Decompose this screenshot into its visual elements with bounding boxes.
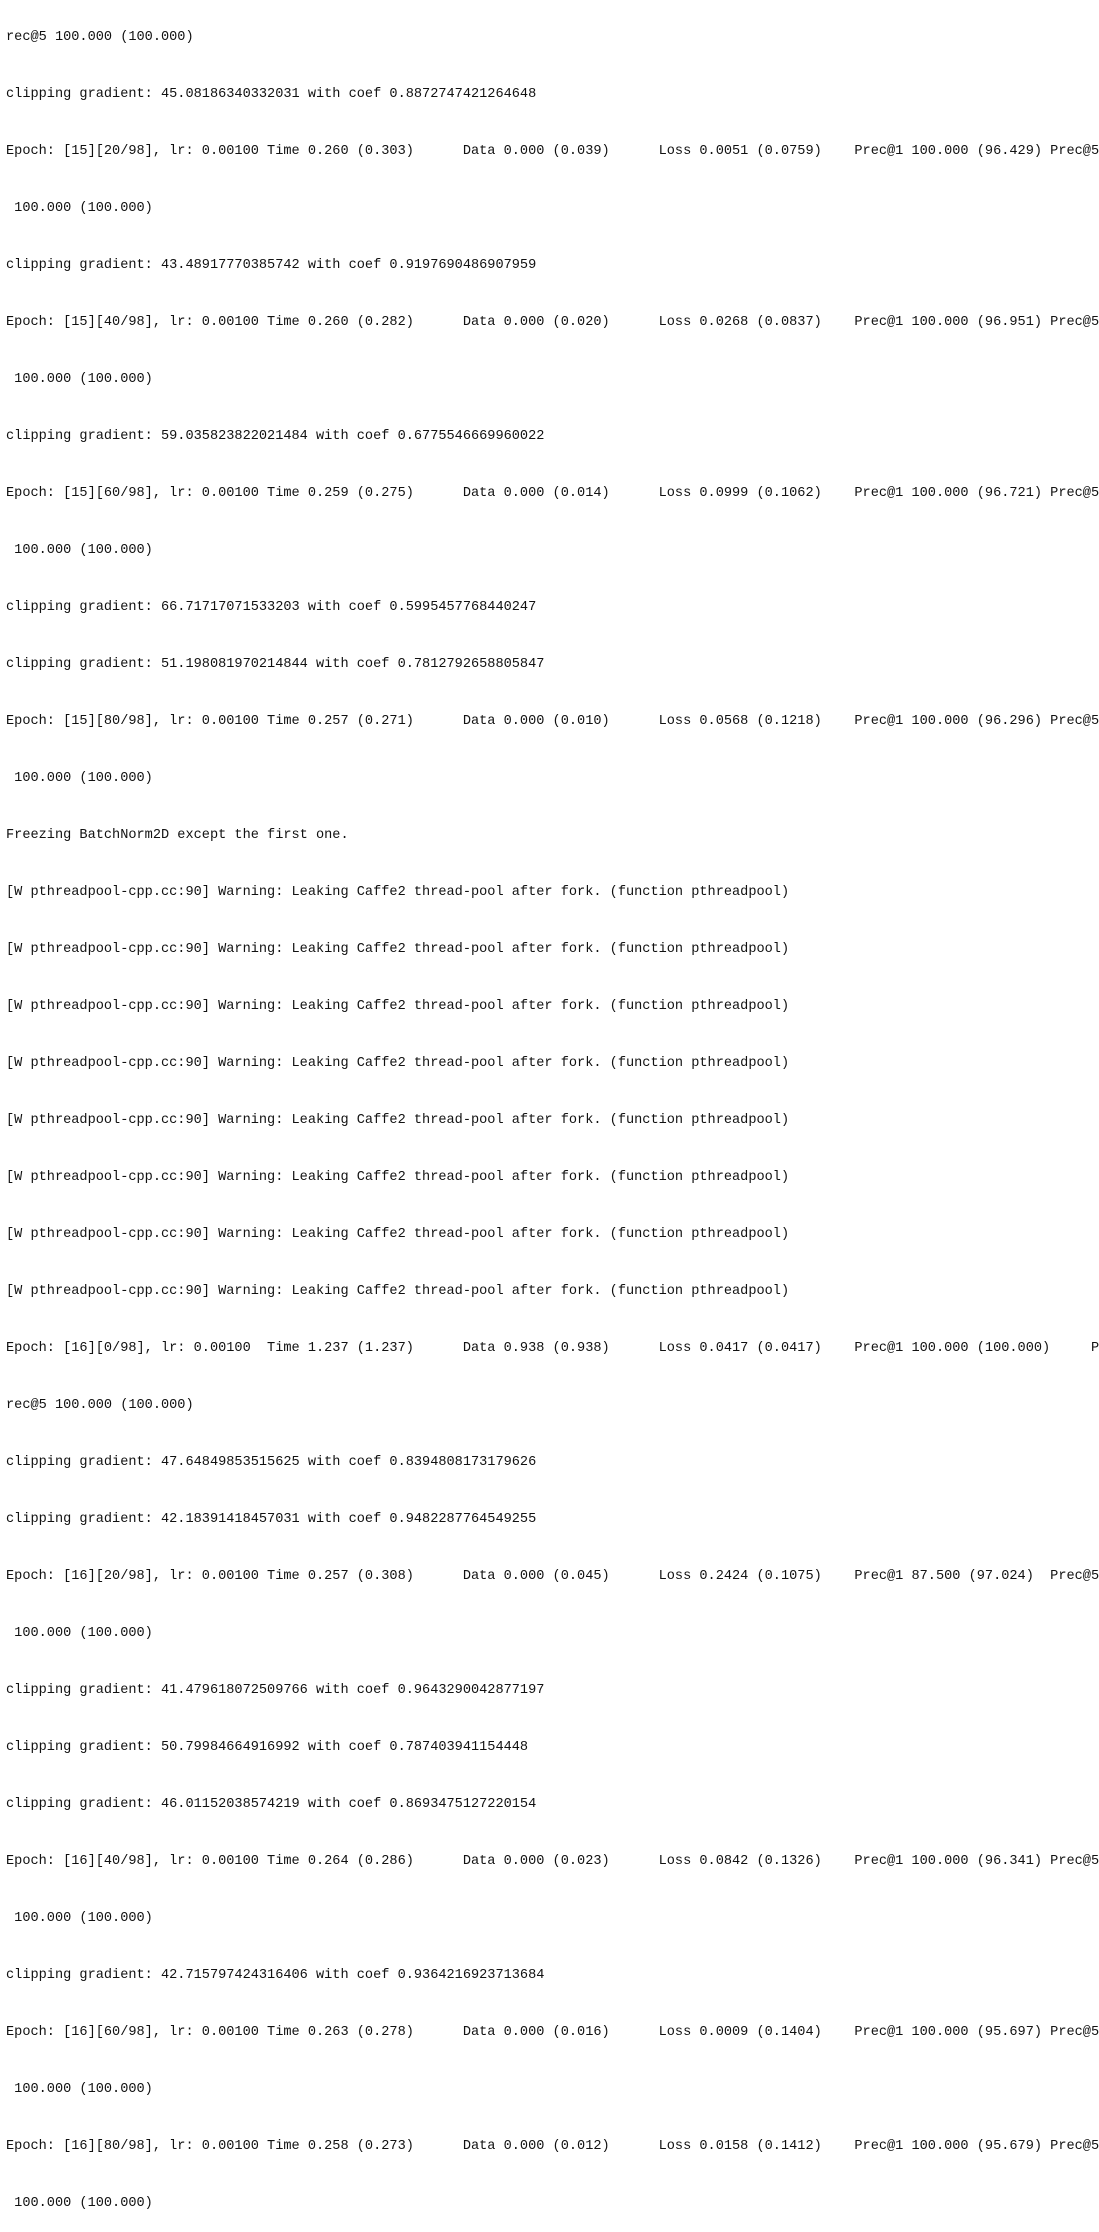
terminal-line: clipping gradient: 47.64849853515625 with coef 0.8394808173179626 — [6, 1455, 537, 1470]
terminal-line: 100.000 (100.000) — [6, 1626, 153, 1641]
terminal-line: [W pthreadpool-cpp.cc:90] Warning: Leaking Caffe2 thread-pool after fork. (function pthreadpool) — [6, 1170, 790, 1185]
terminal-line: 100.000 (100.000) — [6, 1911, 153, 1926]
terminal-line: clipping gradient: 59.035823822021484 with coef 0.6775546669960022 — [6, 429, 545, 444]
terminal-line: Epoch: [15][20/98], lr: 0.00100 Time 0.260 (0.303) Data 0.000 (0.039) Loss 0.0051 (0.0759) Prec@1 100.000 (96.429) Prec@5 — [6, 144, 1099, 159]
terminal-line: clipping gradient: 45.08186340332031 with coef 0.8872747421264648 — [6, 87, 537, 102]
terminal-line: Epoch: [16][60/98], lr: 0.00100 Time 0.263 (0.278) Data 0.000 (0.016) Loss 0.0009 (0.1404) Prec@1 100.000 (95.697) Prec@5 — [6, 2025, 1099, 2040]
terminal-line: clipping gradient: 51.198081970214844 with coef 0.7812792658805847 — [6, 657, 545, 672]
terminal-line: clipping gradient: 50.79984664916992 with coef 0.787403941154448 — [6, 1740, 529, 1755]
terminal-line: 100.000 (100.000) — [6, 2082, 153, 2097]
terminal-line: Epoch: [16][80/98], lr: 0.00100 Time 0.258 (0.273) Data 0.000 (0.012) Loss 0.0158 (0.1412) Prec@1 100.000 (95.679) Prec@5 — [6, 2139, 1099, 2154]
terminal-line: clipping gradient: 46.01152038574219 with coef 0.8693475127220154 — [6, 1797, 537, 1812]
terminal-line: clipping gradient: 42.18391418457031 with coef 0.9482287764549255 — [6, 1512, 537, 1527]
terminal-line: Epoch: [15][60/98], lr: 0.00100 Time 0.259 (0.275) Data 0.000 (0.014) Loss 0.0999 (0.1062) Prec@1 100.000 (96.721) Prec@5 — [6, 486, 1099, 501]
terminal-line: [W pthreadpool-cpp.cc:90] Warning: Leaking Caffe2 thread-pool after fork. (function pthreadpool) — [6, 999, 790, 1014]
terminal-line: 100.000 (100.000) — [6, 543, 153, 558]
terminal-line: clipping gradient: 42.715797424316406 with coef 0.9364216923713684 — [6, 1968, 545, 1983]
terminal-line: 100.000 (100.000) — [6, 2196, 153, 2211]
terminal-line: rec@5 100.000 (100.000) — [6, 1398, 194, 1413]
terminal-line: 100.000 (100.000) — [6, 201, 153, 216]
terminal-line: [W pthreadpool-cpp.cc:90] Warning: Leaking Caffe2 thread-pool after fork. (function pthreadpool) — [6, 942, 790, 957]
terminal-line: clipping gradient: 66.71717071533203 with coef 0.5995457768440247 — [6, 600, 537, 615]
terminal-line: 100.000 (100.000) — [6, 372, 153, 387]
terminal-line: [W pthreadpool-cpp.cc:90] Warning: Leaking Caffe2 thread-pool after fork. (function pthreadpool) — [6, 1284, 790, 1299]
terminal-line: Epoch: [16][0/98], lr: 0.00100 Time 1.237 (1.237) Data 0.938 (0.938) Loss 0.0417 (0.0417) Prec@1 100.000 (100.000) P — [6, 1341, 1099, 1356]
terminal-line: Epoch: [15][80/98], lr: 0.00100 Time 0.257 (0.271) Data 0.000 (0.010) Loss 0.0568 (0.1218) Prec@1 100.000 (96.296) Prec@5 — [6, 714, 1099, 729]
terminal-line: rec@5 100.000 (100.000) — [6, 30, 194, 45]
terminal-line: clipping gradient: 41.479618072509766 with coef 0.9643290042877197 — [6, 1683, 545, 1698]
terminal-line: Freezing BatchNorm2D except the first one. — [6, 828, 349, 843]
terminal-line: [W pthreadpool-cpp.cc:90] Warning: Leaking Caffe2 thread-pool after fork. (function pthreadpool) — [6, 1227, 790, 1242]
terminal-line: Epoch: [16][20/98], lr: 0.00100 Time 0.257 (0.308) Data 0.000 (0.045) Loss 0.2424 (0.1075) Prec@1 87.500 (97.024) Prec@5 — [6, 1569, 1099, 1584]
terminal-line: Epoch: [15][40/98], lr: 0.00100 Time 0.260 (0.282) Data 0.000 (0.020) Loss 0.0268 (0.0837) Prec@1 100.000 (96.951) Prec@5 — [6, 315, 1099, 330]
terminal-line: [W pthreadpool-cpp.cc:90] Warning: Leaking Caffe2 thread-pool after fork. (function pthreadpool) — [6, 1113, 790, 1128]
terminal-line: clipping gradient: 43.48917770385742 with coef 0.9197690486907959 — [6, 258, 537, 273]
terminal-line: [W pthreadpool-cpp.cc:90] Warning: Leaking Caffe2 thread-pool after fork. (function pthreadpool) — [6, 885, 790, 900]
terminal-line: Epoch: [16][40/98], lr: 0.00100 Time 0.264 (0.286) Data 0.000 (0.023) Loss 0.0842 (0.1326) Prec@1 100.000 (96.341) Prec@5 — [6, 1854, 1099, 1869]
terminal-line: 100.000 (100.000) — [6, 771, 153, 786]
terminal-line: [W pthreadpool-cpp.cc:90] Warning: Leaking Caffe2 thread-pool after fork. (function pthreadpool) — [6, 1056, 790, 1071]
